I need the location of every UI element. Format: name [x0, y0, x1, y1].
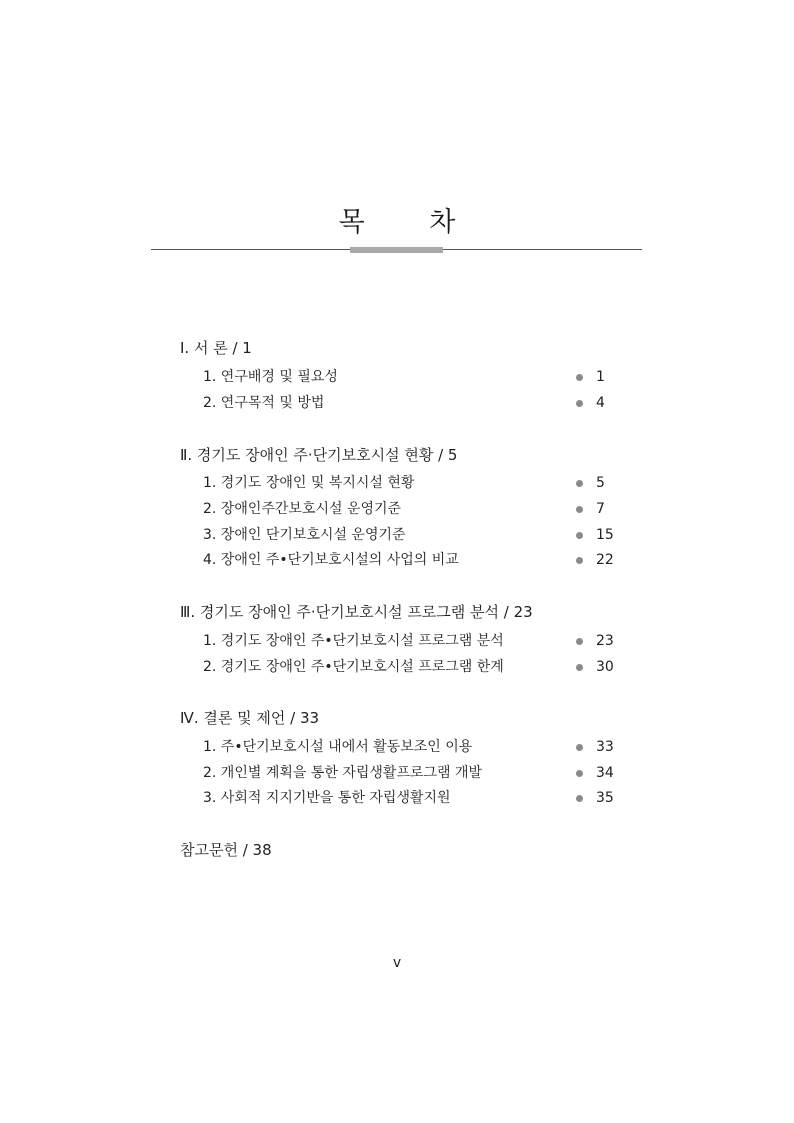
toc-entry-page: 23 [596, 633, 614, 649]
page-number: v [392, 955, 402, 971]
toc-entry-label: 1. 주•단기보호시설 내에서 활동보조인 이용 [203, 739, 473, 755]
chapter-1-title: Ⅰ. 서 론 / 1 [180, 339, 252, 357]
toc-entry[interactable] [203, 393, 623, 413]
toc-entry-label: 3. 사회적 지지기반을 통한 자립생활지원 [203, 790, 451, 806]
toc-entry[interactable] [203, 788, 623, 808]
bullet-icon [576, 532, 583, 539]
toc-title: 목 차 [338, 207, 484, 238]
bullet-icon [576, 664, 583, 671]
bullet-icon [576, 374, 583, 381]
toc-entry-label: 1. 연구배경 및 필요성 [203, 369, 338, 385]
toc-entry-page: 7 [596, 501, 605, 517]
references-entry[interactable]: 참고문헌 / 38 [180, 841, 272, 859]
toc-entry-page: 15 [596, 527, 614, 543]
toc-entry[interactable] [203, 737, 623, 757]
toc-entry[interactable] [203, 550, 623, 570]
toc-entry-page: 4 [596, 395, 605, 411]
toc-entry-page: 35 [596, 790, 614, 806]
bullet-icon [576, 506, 583, 513]
toc-entry-page: 1 [596, 369, 605, 385]
toc-entry-page: 22 [596, 552, 614, 568]
bullet-icon [576, 557, 583, 564]
toc-entry[interactable] [203, 631, 623, 651]
bullet-icon [576, 795, 583, 802]
bullet-icon [576, 638, 583, 645]
toc-entry-label: 2. 연구목적 및 방법 [203, 395, 325, 411]
bullet-icon [576, 400, 583, 407]
toc-entry-label: 2. 경기도 장애인 주•단기보호시설 프로그램 한계 [203, 659, 504, 675]
toc-entry-label: 2. 장애인주간보호시설 운영기준 [203, 501, 402, 517]
toc-entry[interactable] [203, 367, 623, 387]
toc-entry-label: 1. 경기도 장애인 및 복지시설 현황 [203, 475, 415, 491]
bullet-icon [576, 744, 583, 751]
toc-entry[interactable] [203, 499, 623, 519]
toc-entry[interactable] [203, 763, 623, 783]
toc-entry[interactable] [203, 657, 623, 677]
toc-entry-label: 3. 장애인 단기보호시설 운영기준 [203, 527, 406, 543]
toc-entry-page: 33 [596, 739, 614, 755]
toc-entry-page: 5 [596, 475, 605, 491]
chapter-4-title: Ⅳ. 결론 및 제언 / 33 [180, 709, 320, 727]
toc-entry-label: 4. 장애인 주•단기보호시설의 사업의 비교 [203, 552, 459, 568]
toc-entry[interactable] [203, 525, 623, 545]
bullet-icon [576, 480, 583, 487]
title-divider-accent [350, 247, 443, 253]
chapter-3-title: Ⅲ. 경기도 장애인 주·단기보호시설 프로그램 분석 / 23 [180, 603, 533, 621]
toc-entry-page: 30 [596, 659, 614, 675]
toc-entry-page: 34 [596, 765, 614, 781]
toc-entry-label: 2. 개인별 계획을 통한 자립생활프로그램 개발 [203, 765, 483, 781]
toc-entry-label: 1. 경기도 장애인 주•단기보호시설 프로그램 분석 [203, 633, 504, 649]
bullet-icon [576, 770, 583, 777]
chapter-2-title: Ⅱ. 경기도 장애인 주·단기보호시설 현황 / 5 [180, 446, 458, 464]
toc-entry[interactable] [203, 473, 623, 493]
